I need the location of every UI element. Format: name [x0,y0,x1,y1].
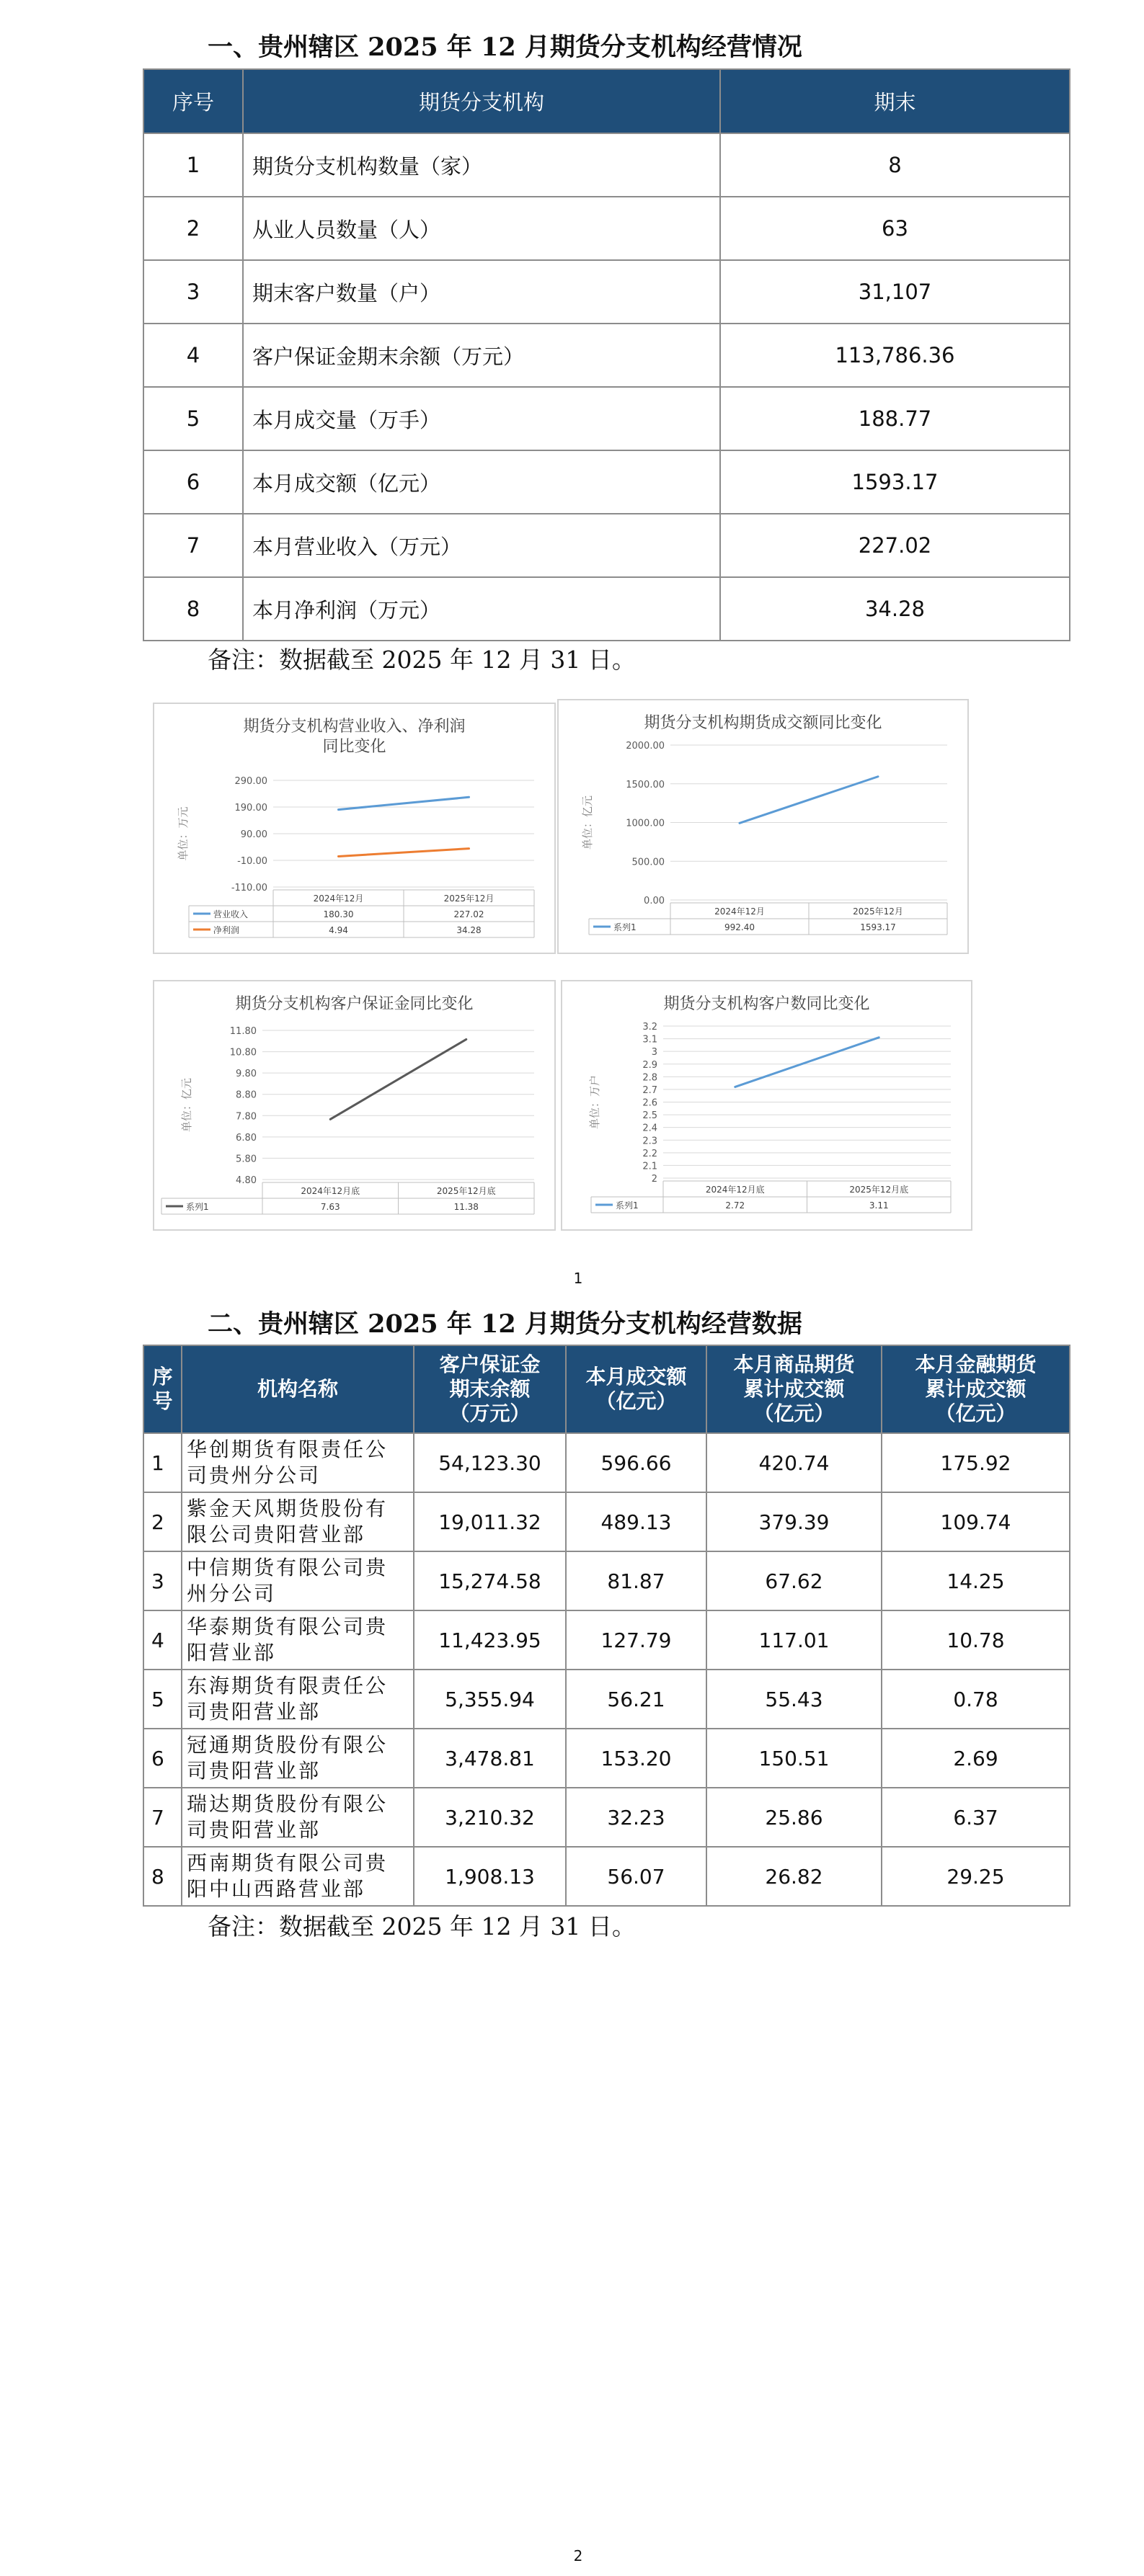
branch-name-line: 阳营业部 [187,1641,277,1664]
header-turnover-l1: 本月成交额 [585,1365,687,1389]
data-value-label: 3.11 [869,1200,889,1211]
y-axis-label: 单位：亿元 [581,795,594,850]
row-number: 8 [143,577,243,641]
row-number: 3 [143,1551,182,1610]
cell-financial: 29.25 [882,1847,1070,1906]
row-value: 188.77 [720,387,1070,450]
cell-financial: 109.74 [882,1492,1070,1551]
table-row [143,1670,1070,1729]
y-tick-label: 3.1 [642,1034,657,1046]
cell-financial: 6.37 [882,1788,1070,1847]
y-tick-label: 8.80 [236,1089,257,1101]
legend-label: 净利润 [213,925,240,935]
branch-name-line: 州分公司 [187,1582,277,1605]
table-row [143,324,1070,387]
branch-name-line: 东海期货有限责任公 [187,1674,389,1698]
client-margin-chart [153,980,556,1231]
branch-name [182,1433,414,1492]
row-item: 本月净利润（万元） [243,577,720,641]
y-tick-label: 3 [651,1047,657,1059]
cell-turnover: 596.66 [566,1433,706,1492]
header-financial-l1: 本月金融期货 [915,1352,1037,1376]
cell-turnover: 56.21 [566,1670,706,1729]
y-tick-label: 4.80 [236,1175,257,1186]
data-point [338,809,339,810]
cell-financial: 175.92 [882,1433,1070,1492]
row-number: 6 [143,450,243,514]
branch-data-table [143,1345,1070,1907]
branch-name-line: 冠通期货股份有限公 [187,1733,389,1757]
table-row [143,1729,1070,1788]
row-item: 期末客户数量（户） [243,260,720,324]
x-category-label: 2024年12月 [714,906,765,917]
series-line [339,849,469,857]
data-value-label: 2.72 [725,1200,745,1211]
header-financial-l3: （亿元） [935,1401,1016,1425]
branch-name [182,1610,414,1670]
page-number-2: 2 [573,2547,583,2564]
row-number: 7 [143,514,243,577]
y-tick-label: 2.9 [642,1059,657,1071]
chart-svg [154,704,554,953]
x-category-label: 2025年12月 [853,906,903,917]
x-category-label: 2024年12月底 [301,1186,360,1196]
cell-financial: 14.25 [882,1551,1070,1610]
x-category-label: 2024年12月底 [705,1185,765,1195]
cell-margin: 1,908.13 [414,1847,566,1906]
chart-title: 期货分支机构客户数同比变化 [663,995,870,1013]
y-tick-label: -110.00 [231,883,267,893]
branch-name-line: 司贵州分公司 [187,1463,322,1487]
chart-title: 期货分支机构期货成交额同比变化 [644,714,882,732]
branch-name [182,1551,414,1610]
y-tick-label: 9.80 [236,1069,257,1080]
data-point [330,1119,331,1120]
data-value-label: 11.38 [453,1202,479,1212]
header-no-l1: 序 [152,1365,173,1389]
cell-margin: 5,355.94 [414,1670,566,1729]
header-value: 期末 [720,69,1070,133]
legend-label: 系列1 [616,1200,639,1211]
branch-name [182,1670,414,1729]
cell-margin: 19,011.32 [414,1492,566,1551]
header-commodity-l2: 累计成交额 [743,1377,845,1401]
branch-name [182,1788,414,1847]
data-value-label: 34.28 [456,925,482,935]
row-item: 期货分支机构数量（家） [243,133,720,197]
cell-turnover: 56.07 [566,1847,706,1906]
header-turnover-l2: （亿元） [595,1389,677,1413]
branch-name-line: 限公司贵阳营业部 [187,1523,366,1546]
branch-name-line: 华泰期货有限公司贵 [187,1615,389,1639]
y-tick-label: 2.4 [642,1123,657,1134]
legend-label: 系列1 [613,922,637,932]
y-tick-label: 90.00 [240,829,267,840]
header-item: 期货分支机构 [243,69,720,133]
y-tick-label: 7.80 [236,1111,257,1123]
x-category-label: 2024年12月 [313,893,364,904]
y-tick-label: 2.8 [642,1072,657,1084]
row-number: 7 [143,1788,182,1847]
y-axis-label: 单位：亿元 [180,1077,193,1133]
y-tick-label: 10.80 [229,1047,257,1059]
chart-svg [154,981,554,1229]
y-tick-label: 290.00 [234,776,267,787]
header-financial [882,1345,1070,1433]
header-margin [414,1345,566,1433]
row-item: 本月成交量（万手） [243,387,720,450]
y-tick-label: 2.3 [642,1136,657,1147]
table-row [143,133,1070,197]
row-number: 5 [143,1670,182,1729]
row-value: 1593.17 [720,450,1070,514]
data-value-label: 227.02 [453,909,484,919]
header-commodity-l1: 本月商品期货 [733,1352,855,1376]
y-tick-label: 1000.00 [626,818,665,829]
y-tick-label: 2.7 [642,1084,657,1096]
branch-name-line: 阳中山西路营业部 [187,1877,366,1901]
cell-financial: 10.78 [882,1610,1070,1670]
chart-svg [559,700,967,953]
table-header-row [143,69,1070,133]
table-row [143,577,1070,641]
chart-title: 同比变化 [322,738,386,756]
y-tick-label: 2.5 [642,1110,657,1122]
branch-name [182,1729,414,1788]
series-line [330,1039,466,1119]
chart-title: 期货分支机构客户保证金同比变化 [235,995,474,1013]
table-row [143,1610,1070,1670]
x-category-label: 2025年12月底 [436,1186,496,1196]
cell-turnover: 127.79 [566,1610,706,1670]
cell-turnover: 489.13 [566,1492,706,1551]
y-tick-label: 2.1 [642,1161,657,1172]
turnover-chart [557,699,969,954]
row-item: 从业人员数量（人） [243,197,720,260]
branch-name-line: 司贵阳营业部 [187,1700,322,1724]
table-row [143,514,1070,577]
row-value: 227.02 [720,514,1070,577]
y-tick-label: 2.6 [642,1097,657,1109]
row-value: 113,786.36 [720,324,1070,387]
data-value-label: 992.40 [724,922,755,932]
y-tick-label: 2000.00 [626,741,665,752]
chart-svg [562,981,971,1229]
header-name: 机构名称 [182,1345,414,1433]
cell-margin: 11,423.95 [414,1610,566,1670]
table-row [143,197,1070,260]
series-line [735,1038,879,1087]
table-row [143,1433,1070,1492]
section1-note: 备注：数据截至 2025 年 12 月 31 日。 [208,646,636,674]
row-value: 31,107 [720,260,1070,324]
y-tick-label: 6.80 [236,1132,257,1144]
data-value-label: 4.94 [329,925,348,935]
row-number: 2 [143,197,243,260]
page-number-1: 1 [573,1270,583,1287]
row-item: 本月营业收入（万元） [243,514,720,577]
operations-summary-table [143,68,1070,641]
cell-turnover: 32.23 [566,1788,706,1847]
section2-note: 备注：数据截至 2025 年 12 月 31 日。 [208,1912,636,1940]
branch-name-line: 司贵阳营业部 [187,1759,322,1783]
y-axis-label: 单位：万户 [588,1074,601,1130]
table-row [143,450,1070,514]
cell-turnover: 81.87 [566,1551,706,1610]
x-category-label: 2025年12月底 [849,1185,909,1195]
y-tick-label: 0.00 [644,896,665,906]
y-axis-label: 单位：万元 [177,806,190,861]
row-number: 2 [143,1492,182,1551]
table-row [143,1788,1070,1847]
cell-margin: 3,210.32 [414,1788,566,1847]
branch-name-line: 瑞达期货股份有限公 [187,1792,389,1816]
client-count-chart [561,980,972,1231]
y-tick-label: 11.80 [229,1026,257,1037]
row-number: 1 [143,133,243,197]
row-number: 4 [143,1610,182,1670]
cell-commodity: 67.62 [706,1551,882,1610]
branch-name-line: 西南期货有限公司贵 [187,1851,389,1875]
header-commodity-l3: （亿元） [753,1401,835,1425]
y-tick-label: 1500.00 [626,779,665,790]
row-value: 63 [720,197,1070,260]
data-value-label: 180.30 [323,909,354,919]
legend-label: 营业收入 [213,909,249,919]
cell-margin: 54,123.30 [414,1433,566,1492]
data-point [878,776,879,777]
cell-margin: 15,274.58 [414,1551,566,1610]
branch-name-line: 司贵阳营业部 [187,1818,322,1842]
y-tick-label: 2.2 [642,1148,657,1159]
x-category-label: 2025年12月 [443,893,495,904]
branch-name-line: 紫金天风期货股份有 [187,1497,389,1520]
header-margin-l3: （万元） [449,1401,531,1425]
cell-commodity: 25.86 [706,1788,882,1847]
row-number: 6 [143,1729,182,1788]
cell-financial: 2.69 [882,1729,1070,1788]
header-margin-l1: 客户保证金 [439,1352,541,1376]
section1-title: 一、贵州辖区 2025 年 12 月期货分支机构经营情况 [208,32,802,62]
header-turnover [566,1345,706,1433]
cell-financial: 0.78 [882,1670,1070,1729]
table-row [143,1847,1070,1906]
row-number: 5 [143,387,243,450]
header-no [143,1345,182,1433]
cell-commodity: 150.51 [706,1729,882,1788]
row-number: 3 [143,260,243,324]
branch-name [182,1847,414,1906]
data-point [338,856,339,857]
header-margin-l2: 期末余额 [449,1377,531,1401]
header-no-l2: 号 [152,1389,173,1413]
row-number: 8 [143,1847,182,1906]
table-row [143,1492,1070,1551]
branch-name [182,1492,414,1551]
header-financial-l2: 累计成交额 [925,1377,1027,1401]
data-value-label: 1593.17 [860,922,896,932]
row-number: 1 [143,1433,182,1492]
y-tick-label: 3.2 [642,1022,657,1033]
legend-label: 系列1 [186,1202,209,1212]
y-tick-label: -10.00 [237,856,267,867]
header-commodity [706,1345,882,1433]
section2-title: 二、贵州辖区 2025 年 12 月期货分支机构经营数据 [208,1309,802,1339]
chart-title: 期货分支机构营业收入、净利润 [243,718,466,736]
cell-margin: 3,478.81 [414,1729,566,1788]
y-tick-label: 5.80 [236,1154,257,1165]
row-value: 34.28 [720,577,1070,641]
branch-name-line: 中信期货有限公司贵 [187,1556,389,1579]
y-tick-label: 2 [651,1174,657,1185]
branch-name-line: 华创期货有限责任公 [187,1438,389,1461]
table-row [143,387,1070,450]
row-item: 本月成交额（亿元） [243,450,720,514]
cell-commodity: 26.82 [706,1847,882,1906]
cell-commodity: 420.74 [706,1433,882,1492]
cell-commodity: 55.43 [706,1670,882,1729]
header-no: 序号 [143,69,243,133]
cell-commodity: 379.39 [706,1492,882,1551]
series-line [339,797,469,809]
cell-turnover: 153.20 [566,1729,706,1788]
data-value-label: 7.63 [320,1202,340,1212]
row-number: 4 [143,324,243,387]
row-item: 客户保证金期末余额（万元） [243,324,720,387]
y-tick-label: 500.00 [631,857,665,868]
table-row [143,260,1070,324]
y-tick-label: 190.00 [234,803,267,814]
row-value: 8 [720,133,1070,197]
revenue-profit-chart [153,703,556,954]
cell-commodity: 117.01 [706,1610,882,1670]
table-header-row [143,1345,1070,1433]
table-row [143,1551,1070,1610]
